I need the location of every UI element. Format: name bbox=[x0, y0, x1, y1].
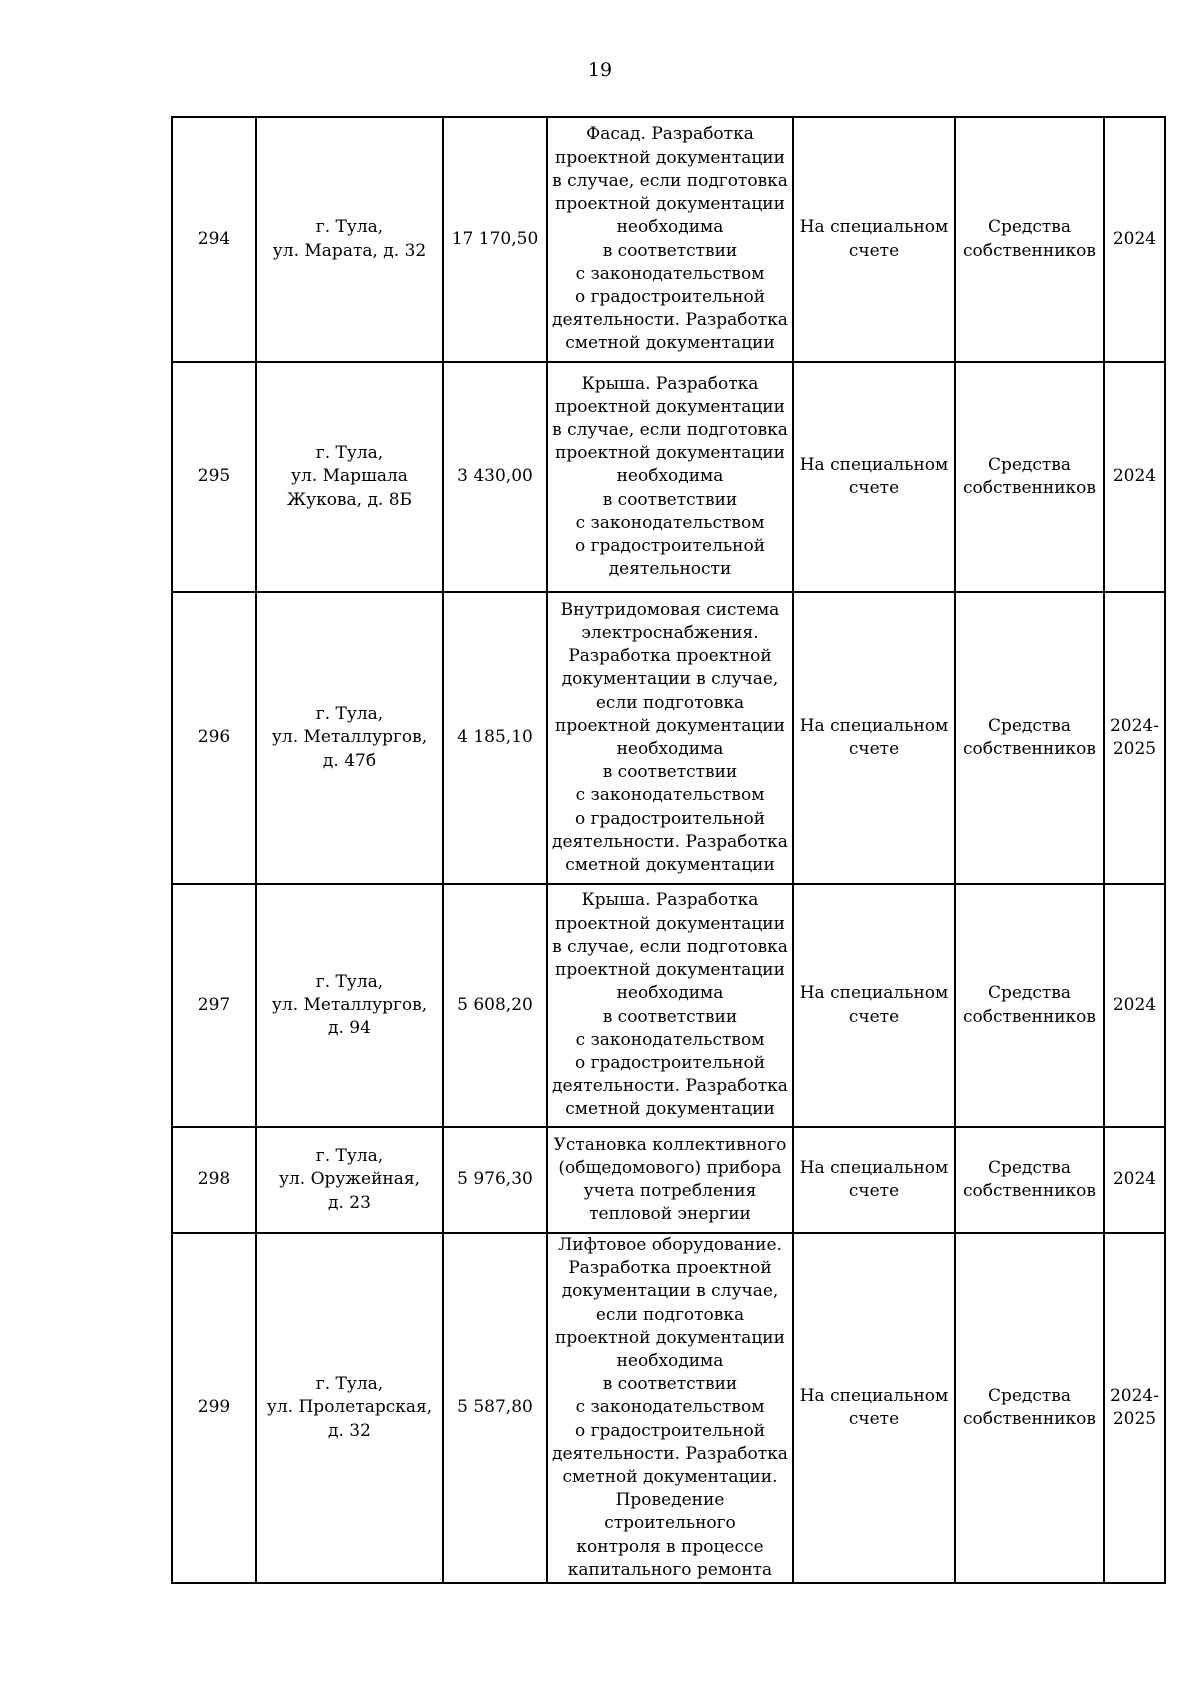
table-row bbox=[172, 117, 1165, 362]
amount-cell: 5 587,80 bbox=[443, 1233, 547, 1583]
table-row bbox=[172, 362, 1165, 592]
address-cell: г. Тула, ул. Марата, д. 32 bbox=[256, 117, 443, 362]
account-type-cell: На специальном счете bbox=[793, 884, 955, 1127]
year-cell: 2024 bbox=[1104, 117, 1165, 362]
table-row bbox=[172, 1127, 1165, 1233]
row-number-cell: 298 bbox=[172, 1127, 256, 1233]
account-type-cell: На специальном счете bbox=[793, 592, 955, 884]
account-type-cell: На специальном счете bbox=[793, 1127, 955, 1233]
table-row bbox=[172, 592, 1165, 884]
amount-cell: 5 976,30 bbox=[443, 1127, 547, 1233]
page-number: 19 bbox=[587, 59, 613, 81]
row-number-cell: 296 bbox=[172, 592, 256, 884]
funding-source-cell: Средства собственников bbox=[955, 1233, 1104, 1583]
row-number-cell: 297 bbox=[172, 884, 256, 1127]
amount-cell: 3 430,00 bbox=[443, 362, 547, 592]
address-cell: г. Тула, ул. Металлургов, д. 94 bbox=[256, 884, 443, 1127]
funding-source-cell: Средства собственников bbox=[955, 362, 1104, 592]
work-description-cell: Внутридомовая система электроснабжения. Разработка проектной документации в случае, если подготовка проектной документации необходима в соответствии с законодательством о градостроительной деятельности. Разработка сметной документации bbox=[547, 592, 793, 884]
year-cell: 2024- 2025 bbox=[1104, 1233, 1165, 1583]
funding-source-cell: Средства собственников bbox=[955, 1127, 1104, 1233]
work-description-cell: Крыша. Разработка проектной документации в случае, если подготовка проектной документации необходима в соответствии с законодательством о градостроительной деятельности. Разработка сметной документации bbox=[547, 884, 793, 1127]
row-number-cell: 294 bbox=[172, 117, 256, 362]
repair-program-table bbox=[171, 116, 1166, 1584]
account-type-cell: На специальном счете bbox=[793, 1233, 955, 1583]
funding-source-cell: Средства собственников bbox=[955, 117, 1104, 362]
year-cell: 2024 bbox=[1104, 884, 1165, 1127]
address-cell: г. Тула, ул. Оружейная, д. 23 bbox=[256, 1127, 443, 1233]
table-row bbox=[172, 884, 1165, 1127]
funding-source-cell: Средства собственников bbox=[955, 884, 1104, 1127]
account-type-cell: На специальном счете bbox=[793, 117, 955, 362]
account-type-cell: На специальном счете bbox=[793, 362, 955, 592]
amount-cell: 4 185,10 bbox=[443, 592, 547, 884]
funding-source-cell: Средства собственников bbox=[955, 592, 1104, 884]
year-cell: 2024 bbox=[1104, 1127, 1165, 1233]
work-description-cell: Установка коллективного (общедомового) прибора учета потребления тепловой энергии bbox=[547, 1127, 793, 1233]
work-description-cell: Фасад. Разработка проектной документации в случае, если подготовка проектной документации необходима в соответствии с законодательством о градостроительной деятельности. Разработка сметной документации bbox=[547, 117, 793, 362]
amount-cell: 5 608,20 bbox=[443, 884, 547, 1127]
address-cell: г. Тула, ул. Металлургов, д. 47б bbox=[256, 592, 443, 884]
year-cell: 2024- 2025 bbox=[1104, 592, 1165, 884]
row-number-cell: 295 bbox=[172, 362, 256, 592]
work-description-cell: Крыша. Разработка проектной документации в случае, если подготовка проектной документации необходима в соответствии с законодательством о градостроительной деятельности bbox=[547, 362, 793, 592]
address-cell: г. Тула, ул. Маршала Жукова, д. 8Б bbox=[256, 362, 443, 592]
work-description-cell: Лифтовое оборудование. Разработка проектной документации в случае, если подготовка проектной документации необходима в соответствии с законодательством о градостроительной деятельности. Разработка сметной документации. Проведение строительного контроля в процессе капитального ремонта bbox=[547, 1233, 793, 1583]
year-cell: 2024 bbox=[1104, 362, 1165, 592]
address-cell: г. Тула, ул. Пролетарская, д. 32 bbox=[256, 1233, 443, 1583]
amount-cell: 17 170,50 bbox=[443, 117, 547, 362]
row-number-cell: 299 bbox=[172, 1233, 256, 1583]
table-row bbox=[172, 1233, 1165, 1583]
